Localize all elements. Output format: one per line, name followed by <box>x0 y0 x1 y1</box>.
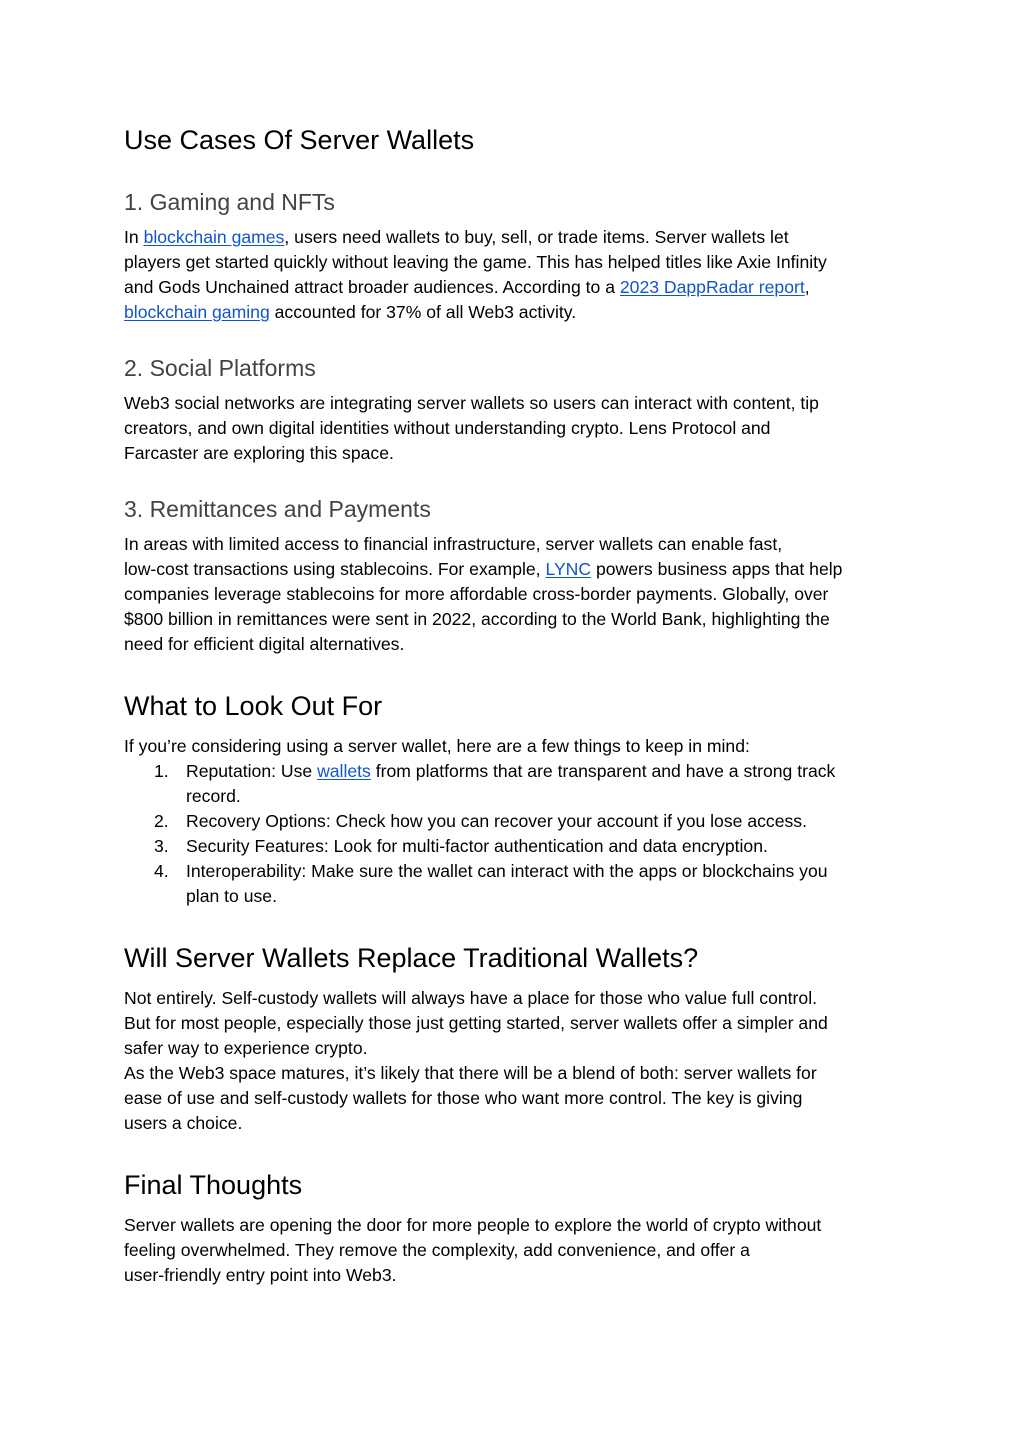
text-segment: , <box>804 277 810 297</box>
text-line <box>124 300 904 325</box>
text-line: user-friendly entry point into Web3. <box>124 1265 397 1285</box>
text-line: users a choice. <box>124 1113 243 1133</box>
text-line: As the Web3 space matures, it’s likely that there will be a blend of both: server wallets for <box>124 1063 817 1083</box>
paragraph-final-thoughts <box>124 1213 904 1288</box>
list-item <box>124 809 904 834</box>
text-segment: from platforms that are transparent and have a strong track <box>370 761 836 781</box>
text-segment: In <box>124 227 144 247</box>
heading-what-to-look-out-for: What to Look Out For <box>124 691 383 721</box>
text-line <box>186 759 904 784</box>
text-segment: and Gods Unchained attract broader audiences. According to a <box>124 277 620 297</box>
paragraph-replace <box>124 986 904 1136</box>
link-dappradar-report[interactable]: 2023 DappRadar report <box>619 277 805 297</box>
text-line: If you’re considering using a server wallet, here are a few things to keep in mind: <box>124 736 750 756</box>
text-line: plan to use. <box>186 886 277 906</box>
look-out-list <box>124 759 904 909</box>
text-line: safer way to experience crypto. <box>124 1038 368 1058</box>
text-line: Farcaster are exploring this space. <box>124 443 394 463</box>
subheading-gaming-nfts: 1. Gaming and NFTs <box>124 189 335 215</box>
text-line: $800 billion in remittances were sent in 2022, according to the World Bank, highlighting the <box>124 609 830 629</box>
text-line <box>124 225 904 250</box>
text-line: creators, and own digital identities without understanding crypto. Lens Protocol and <box>124 418 771 438</box>
paragraph-social-platforms <box>124 391 904 466</box>
heading-final-thoughts: Final Thoughts <box>124 1170 303 1200</box>
text-line: Server wallets are opening the door for more people to explore the world of crypto without <box>124 1215 822 1235</box>
text-segment: low-cost transactions using stablecoins. For example, <box>124 559 546 579</box>
text-line: Security Features: Look for multi-factor authentication and data encryption. <box>186 836 768 856</box>
text-line <box>124 557 904 582</box>
list-number: 2. <box>154 811 169 831</box>
text-line <box>124 275 904 300</box>
text-line: But for most people, especially those just getting started, server wallets offer a simpler and <box>124 1013 828 1033</box>
text-line: Web3 social networks are integrating server wallets so users can interact with content, tip <box>124 393 819 413</box>
paragraph-look-out-intro <box>124 734 904 759</box>
list-item <box>124 759 904 809</box>
text-segment: , users need wallets to buy, sell, or trade items. Server wallets let <box>284 227 789 247</box>
text-segment: accounted for 37% of all Web3 activity. <box>269 302 577 322</box>
text-line: record. <box>186 786 241 806</box>
text-line: companies leverage stablecoins for more affordable cross-border payments. Globally, over <box>124 584 829 604</box>
link-blockchain-games[interactable]: blockchain games <box>143 227 285 247</box>
text-line: players get started quickly without leaving the game. This has helped titles like Axie Infinity <box>124 252 827 272</box>
paragraph-gaming-nfts <box>124 225 904 325</box>
heading-will-server-wallets-replace: Will Server Wallets Replace Traditional Wallets? <box>124 943 699 973</box>
heading-use-cases: Use Cases Of Server Wallets <box>124 125 475 155</box>
text-line: need for efficient digital alternatives. <box>124 634 405 654</box>
list-number: 1. <box>154 761 169 781</box>
text-line: feeling overwhelmed. They remove the complexity, add convenience, and offer a <box>124 1240 750 1260</box>
list-item <box>124 834 904 859</box>
list-number: 3. <box>154 836 169 856</box>
link-lync[interactable]: LYNC <box>545 559 592 579</box>
text-line: Recovery Options: Check how you can recover your account if you lose access. <box>186 811 807 831</box>
subheading-remittances-payments: 3. Remittances and Payments <box>124 496 431 522</box>
list-item <box>124 859 904 909</box>
text-line: Not entirely. Self-custody wallets will always have a place for those who value full control. <box>124 988 817 1008</box>
text-segment: powers business apps that help <box>591 559 843 579</box>
text-line: In areas with limited access to financial infrastructure, server wallets can enable fast, <box>124 534 783 554</box>
text-line: ease of use and self-custody wallets for those who want more control. The key is giving <box>124 1088 803 1108</box>
link-wallets[interactable]: wallets <box>317 761 371 781</box>
list-number: 4. <box>154 861 169 881</box>
paragraph-remittances-payments <box>124 532 904 657</box>
link-blockchain-gaming[interactable]: blockchain gaming <box>124 302 270 322</box>
text-line: Interoperability: Make sure the wallet can interact with the apps or blockchains you <box>186 861 828 881</box>
text-segment: Reputation: Use <box>186 761 318 781</box>
subheading-social-platforms: 2. Social Platforms <box>124 355 316 381</box>
